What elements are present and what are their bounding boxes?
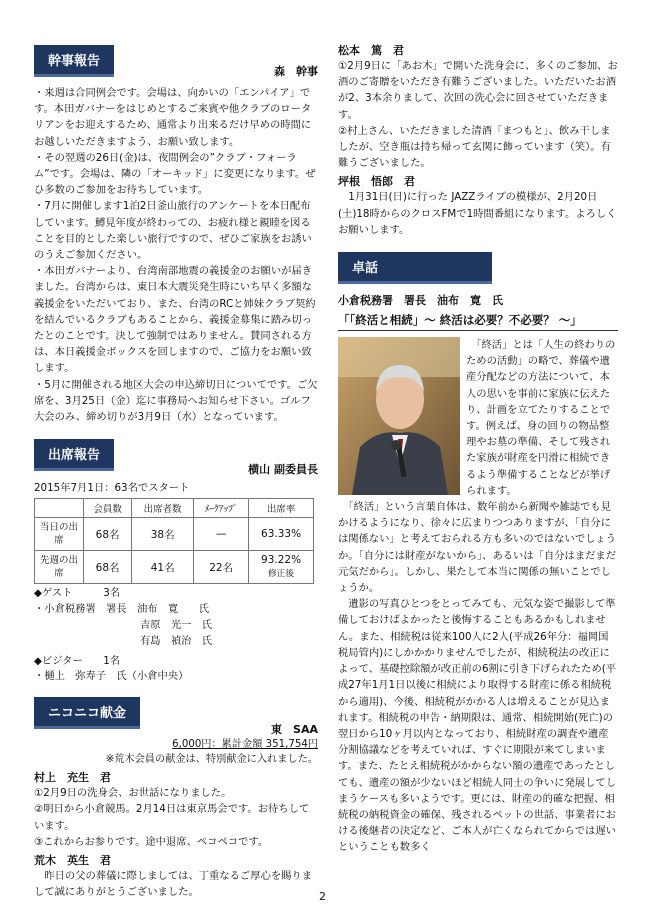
speech-title: 「「終活と相続」～ 終活は必要？不必要？ ～」	[338, 312, 618, 331]
donor-line: ①2月9日に「あお木」で開いた洗身会に、多くのご参加、お酒のご寄贈をいただき有難うございました。いただいたお酒が2、3本余りまして、次回の洗心会に回させていただきます。	[338, 60, 618, 121]
speech-paragraph: 遺影の写真ひとつをとってみても、元気な姿で撮影して準備しておけばよかったと後悔することもあるかもしれません。また、相続税は従来100人に2人(平成26年分：福岡国税局管内)にしかかかりませんでしたが、相続税法の改正によって、基礎控除額が改正前の6割に引き下げられたため(平成27年1月1日以後に相続により取得する財産に係る相続税から適用)、今後、相続税がかかる人は増えることが見込まれます。相続税の申告・納期限は、通常、相続開始(死亡)の翌日から10ヶ月以内となっており、相続財産の調査や遺産分割協議などを考えていれば、すぐに期限が来てしまいます。また、たとえ相続税がかからない額の遺産であったとしても、遺産の額が少ないほど相続人同士の争いに発展してしまうケースも多いようです。更には、財産の的確な把握、相続税の納税資金の確保、残されるペットの世話、事業者における後継者の決定など、ご本人が亡くなられてからでは遅いということも数多く	[338, 598, 617, 854]
donor-name: 荒木 英生 君	[34, 854, 111, 868]
cell-present: 41名	[132, 551, 194, 584]
table-header-row	[35, 499, 314, 518]
attendance-table	[34, 498, 314, 584]
guest-list	[34, 586, 318, 685]
attendance-section	[34, 439, 318, 685]
page-number: 2	[319, 890, 326, 903]
donation-heading: ニコニコ献金	[34, 697, 140, 729]
secretary-paragraph: ・その翌週の26日(金)は、夜間例会の”クラブ・フォーラム”です。会場は、隣の「オーキッド」に変更になります。ぜひ多数のご参加をお待ちしています。	[34, 151, 316, 197]
table-header: 出席者数	[132, 499, 194, 518]
donation-amount: 6,000円	[172, 739, 212, 751]
secretary-paragraph: ・本田ガバナーより、台湾南部地震の義援金のお願いが届きました。台湾からは、東日本大震災発生時にいち早く多額な義援金をいただいており、また、台湾のRCと姉妹クラブ契約を結んでいるクラブもあることから、義援金募集に踏み切ったとのことです。決して強制ではありません。賛同される方は、本日義援金ボックスを回しますので、ご協力をお願い致します。	[34, 265, 316, 375]
donation-author: 東 SAA	[271, 723, 318, 737]
cell-makeup: 22名	[194, 551, 249, 584]
secretary-paragraph: ・5月に開催される地区大会の申込締切日についてです。ご欠席を、3月25日（金）迄に事務局へお知らせ下さい。ゴルフ大会のみ、締め切りが3月9日（水）となっています。	[34, 378, 318, 424]
speaker-photo-image	[338, 337, 460, 495]
donation-total: ：累計金額 351,754円	[211, 739, 318, 751]
donation-totals	[34, 737, 318, 752]
donor-line: ①2月9日の洗身会、お世話になりました。	[34, 787, 232, 800]
visitor-item: ・樋上 弥寿子 氏（小倉中央）	[34, 670, 189, 683]
speech-paragraph: 「終活」という言葉自体は、数年前から新聞や雑誌でも見かけるようになり、徐々に広まりつつありますが、「自分には関係ない」と考えておられる方も多いのではないでしょうか。「自分には財産がないから」、あるいは「自分はまだまだ元気だから」。しかし、果たして本当に関係の無いことでしょうか。	[338, 501, 617, 595]
row-label: 当日の出席	[35, 518, 84, 551]
guests-line: ◆ゲスト 3名	[34, 587, 121, 600]
cell-present: 38名	[132, 518, 194, 551]
cell-rate	[249, 551, 314, 584]
rate-note: 修正後	[268, 568, 294, 579]
donor-line: 昨日の父の葬儀に際しましては、丁重なるご厚心を賜りまして誠にありがとうございました。	[34, 870, 313, 899]
attendance-heading: 出席報告	[34, 439, 114, 471]
donor-line: 1月31日(日)に行った JAZZライブの模様が、2月20日(土)18時からのクロスFMで1時間番組になります。よろしくお願いします。	[338, 191, 617, 236]
cell-members: 68名	[84, 551, 132, 584]
table-header: 出席率	[249, 499, 314, 518]
right-column	[338, 0, 618, 856]
guest-item: 有島 禎治 氏	[140, 634, 213, 647]
donor-line: ③これからお参りです。途中退席、ペコペコです。	[34, 835, 269, 848]
table-header	[35, 499, 84, 518]
donor-name: 村上 充生 君	[34, 771, 111, 785]
rate-value: 93.22%	[261, 553, 302, 566]
cell-makeup: —	[194, 518, 249, 551]
donor-entries-right	[338, 42, 618, 238]
guest-item: 吉原 光一 氏	[140, 619, 213, 632]
table-header: 会員数	[84, 499, 132, 518]
speech-heading: 卓話	[338, 252, 492, 284]
rate-value: 63.33%	[261, 528, 302, 541]
donor-line: ②村上さん、いただきました清酒「まつもと」、飲み干しましたが、空き瓶は持ち帰って玄関に飾っています（笑）。有難うございました。	[338, 124, 611, 170]
donation-section	[34, 697, 318, 900]
row-label: 先週の出席	[35, 551, 84, 584]
table-row	[35, 518, 314, 551]
donor-name: 坪根 悟郎 君	[338, 175, 415, 189]
cell-rate	[249, 518, 314, 551]
speech-paragraph: 「終活」とは「人生の終わりのための活動」の略で、葬儀や遺産分配などの方法について、本人の思いを事前に家族に伝えたり、計画を立てたりすることです。例えば、身の回りの物品整理やお墓の準備、そして残された家族が財産を円滑に相続できるよう準備することなどが挙げられます。	[466, 339, 616, 497]
donor-line: ②明日から小倉競馬。2月14日は東京馬会です。お待ちしています。	[34, 803, 310, 832]
secretary-author: 森 幹事	[274, 65, 318, 78]
attendance-author: 横山 副委員長	[248, 463, 318, 477]
cell-members: 68名	[84, 518, 132, 551]
donor-name: 松本 篤 君	[338, 44, 404, 57]
visitors-line: ◆ビジター 1名	[34, 654, 121, 667]
secretary-paragraph: ・来週は合同例会です。会場は、向かいの「エンパイア」です。本田ガバナーをはじめとするご来賓や他クラブのロータリアンをお迎えするため、通常より出来るだけ早めの時間にお越しいただきますよう、お願い致します。	[34, 87, 312, 148]
secretary-paragraph: ・7月に開催します1泊2日釜山旅行のアンケートを本日配布しています。鱒見年度が終わっての、お疲れ様と親睦を図ることを目的とした楽しい旅行ですので、ぜひご家族をお誘いのうえご参加ください。	[34, 200, 312, 262]
table-header: ﾒｰｸｱｯﾌﾟ	[194, 499, 249, 518]
table-row	[35, 551, 314, 584]
left-column	[34, 0, 318, 900]
donation-note: ※荒木会員の献金は、特別献金に入れました。	[105, 754, 318, 766]
attendance-start: 2015年7月1日：63名でスタート	[34, 482, 190, 495]
secretary-section	[34, 45, 318, 425]
speaker-photo	[338, 337, 466, 499]
secretary-heading: 幹事報告	[34, 45, 114, 77]
speaker-name: 小倉税務署 署長 油布 寛 氏	[338, 294, 503, 308]
guest-item: ・小倉税務署 署長 油布 寛 氏	[34, 603, 210, 616]
speech-section	[338, 252, 618, 856]
